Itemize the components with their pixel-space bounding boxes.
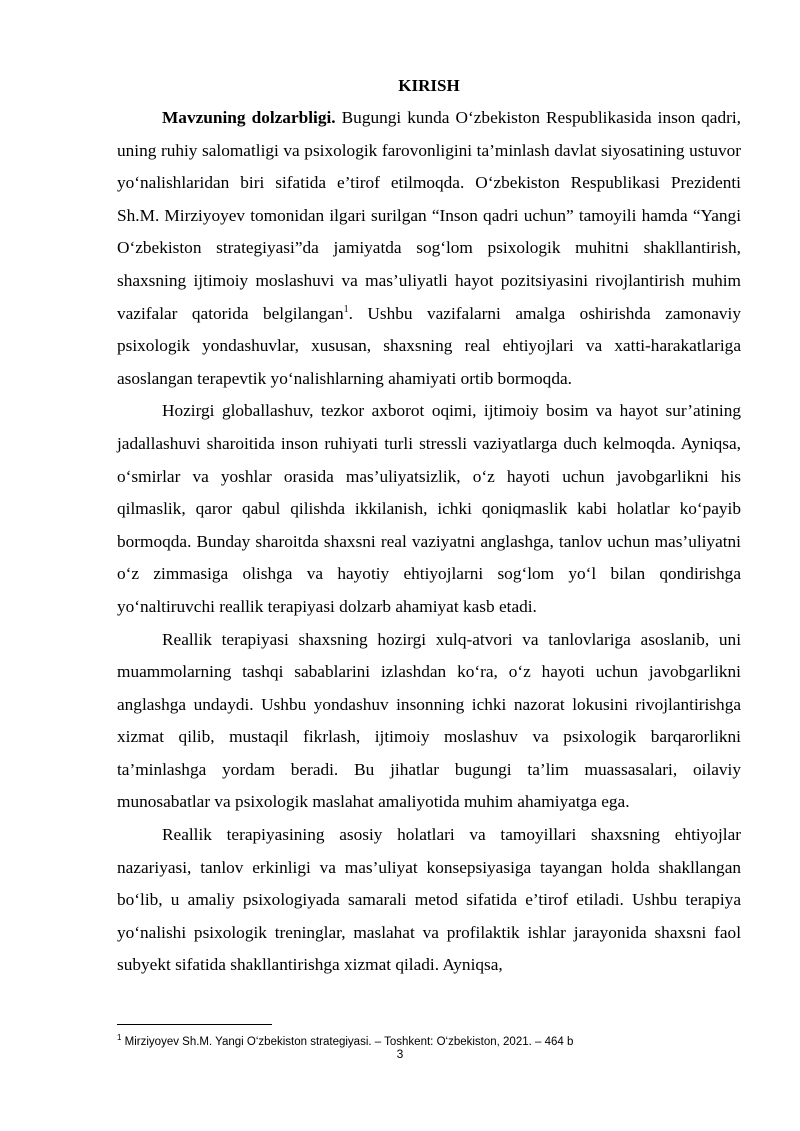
paragraph-reality-therapy: Reallik terapiyasi shaxsning hozirgi xulq-atvori va tanlovlariga asoslanib, uni muammolarning tashqi sabablarini izlashdan ko‘ra, o‘z hayoti uchun javobgarlikni anglashga undaydi. Ushbu yondashuv insonning ichki nazorat lokusini rivojlantirishga xizmat qilib, mustaqil fikrlash, ijtimoiy moslashuv va psixologik barqarorlikni ta’minlashga yordam beradi. Bu jihatlar bugungi ta’lim muassasalari, oilaviy munosabatlar va psixologik maslahat amaliyotida muhim ahamiyatga ega. bbox=[117, 629, 741, 812]
paragraph-relevance bbox=[117, 102, 741, 395]
footnote-text: Mirziyoyev Sh.M. Yangi O‘zbekiston strategiyasi. – Toshkent: O‘zbekiston, 2021. – 464 b bbox=[121, 1035, 574, 1048]
footnote-divider bbox=[117, 1024, 272, 1025]
footnote-reference[interactable]: 1 bbox=[343, 303, 349, 315]
paragraph-lead: Mavzuning dolzarbligi. bbox=[162, 108, 336, 127]
paragraph-principles: Reallik terapiyasining asosiy holatlari va tamoyillari shaxsning ehtiyojlar nazariyasi, tanlov erkinligi va mas’uliyat konsepsiyasiga tayangan holda shakllangan bo‘lib, u amaliy psixologiyada samarali metod sifatida e’tirof etiladi. Ushbu terapiya yo‘nalishi psixologik treninglar, maslahat va profilaktik ishlar jarayonida shaxsni faol subyekt sifatida shakllantirishga xizmat qiladi. Ayniqsa, bbox=[117, 825, 741, 975]
document-body bbox=[117, 70, 741, 982]
paragraph-globalization: Hozirgi globallashuv, tezkor axborot oqimi, ijtimoiy bosim va hayot sur’atining jadallashuvi sharoitida inson ruhiyati turli stressli vaziyatlarga duch kelmoqda. Ayniqsa, o‘smirlar va yoshlar orasida mas’uliyatsizlik, o‘z hayoti uchun javobgarlikni his qilmaslik, qaror qabul qilishda ikkilanish, ichki qoniqmaslik kabi holatlar ko‘payib bormoqda. Bunday sharoitda shaxsni real vaziyatni anglashga, tanlov uchun mas’uliyatni o‘z zimmasiga olishga va hayotiy ehtiyojlarni sog‘lom yo‘l bilan qondirishga yo‘naltiruvchi reallik terapiyasi dolzarb ahamiyat kasb etadi. bbox=[117, 401, 741, 616]
page-number: 3 bbox=[396, 1047, 404, 1061]
section-title: KIRISH bbox=[398, 76, 460, 95]
paragraph-text: Bugungi kunda O‘zbekiston Respublikasida inson qadri, uning ruhiy salomatligi va psixologik farovonligini ta’minlash davlat siyosatining ustuvor yo‘nalishlaridan biri sifatida e’tirof etilmoqda. O‘zbekiston Respublikasi Prezidenti Sh.M. Mirziyoyev tomonidan ilgari surilgan “Inson qadri uchun” tamoyili hamda “Yangi O‘zbekiston strategiyasi”da jamiyatda sog‘lom psixologik muhitni shakllantirish, shaxsning ijtimoiy moslashuvi va mas’uliyatli hayot pozitsiyasini rivojlantirish muhim vazifalar qatorida belgilangan bbox=[117, 108, 741, 323]
paragraph-text-continued: . Ushbu vazifalarni amalga oshirishda zamonaviy psixologik yondashuvlar, xususan, shaxsning real ehtiyojlari va xatti-harakatlariga asoslangan terapevtik yo‘nalishlarning ahamiyati ortib bormoqda. bbox=[117, 303, 741, 388]
footnote-marker: 1 bbox=[117, 1033, 122, 1042]
